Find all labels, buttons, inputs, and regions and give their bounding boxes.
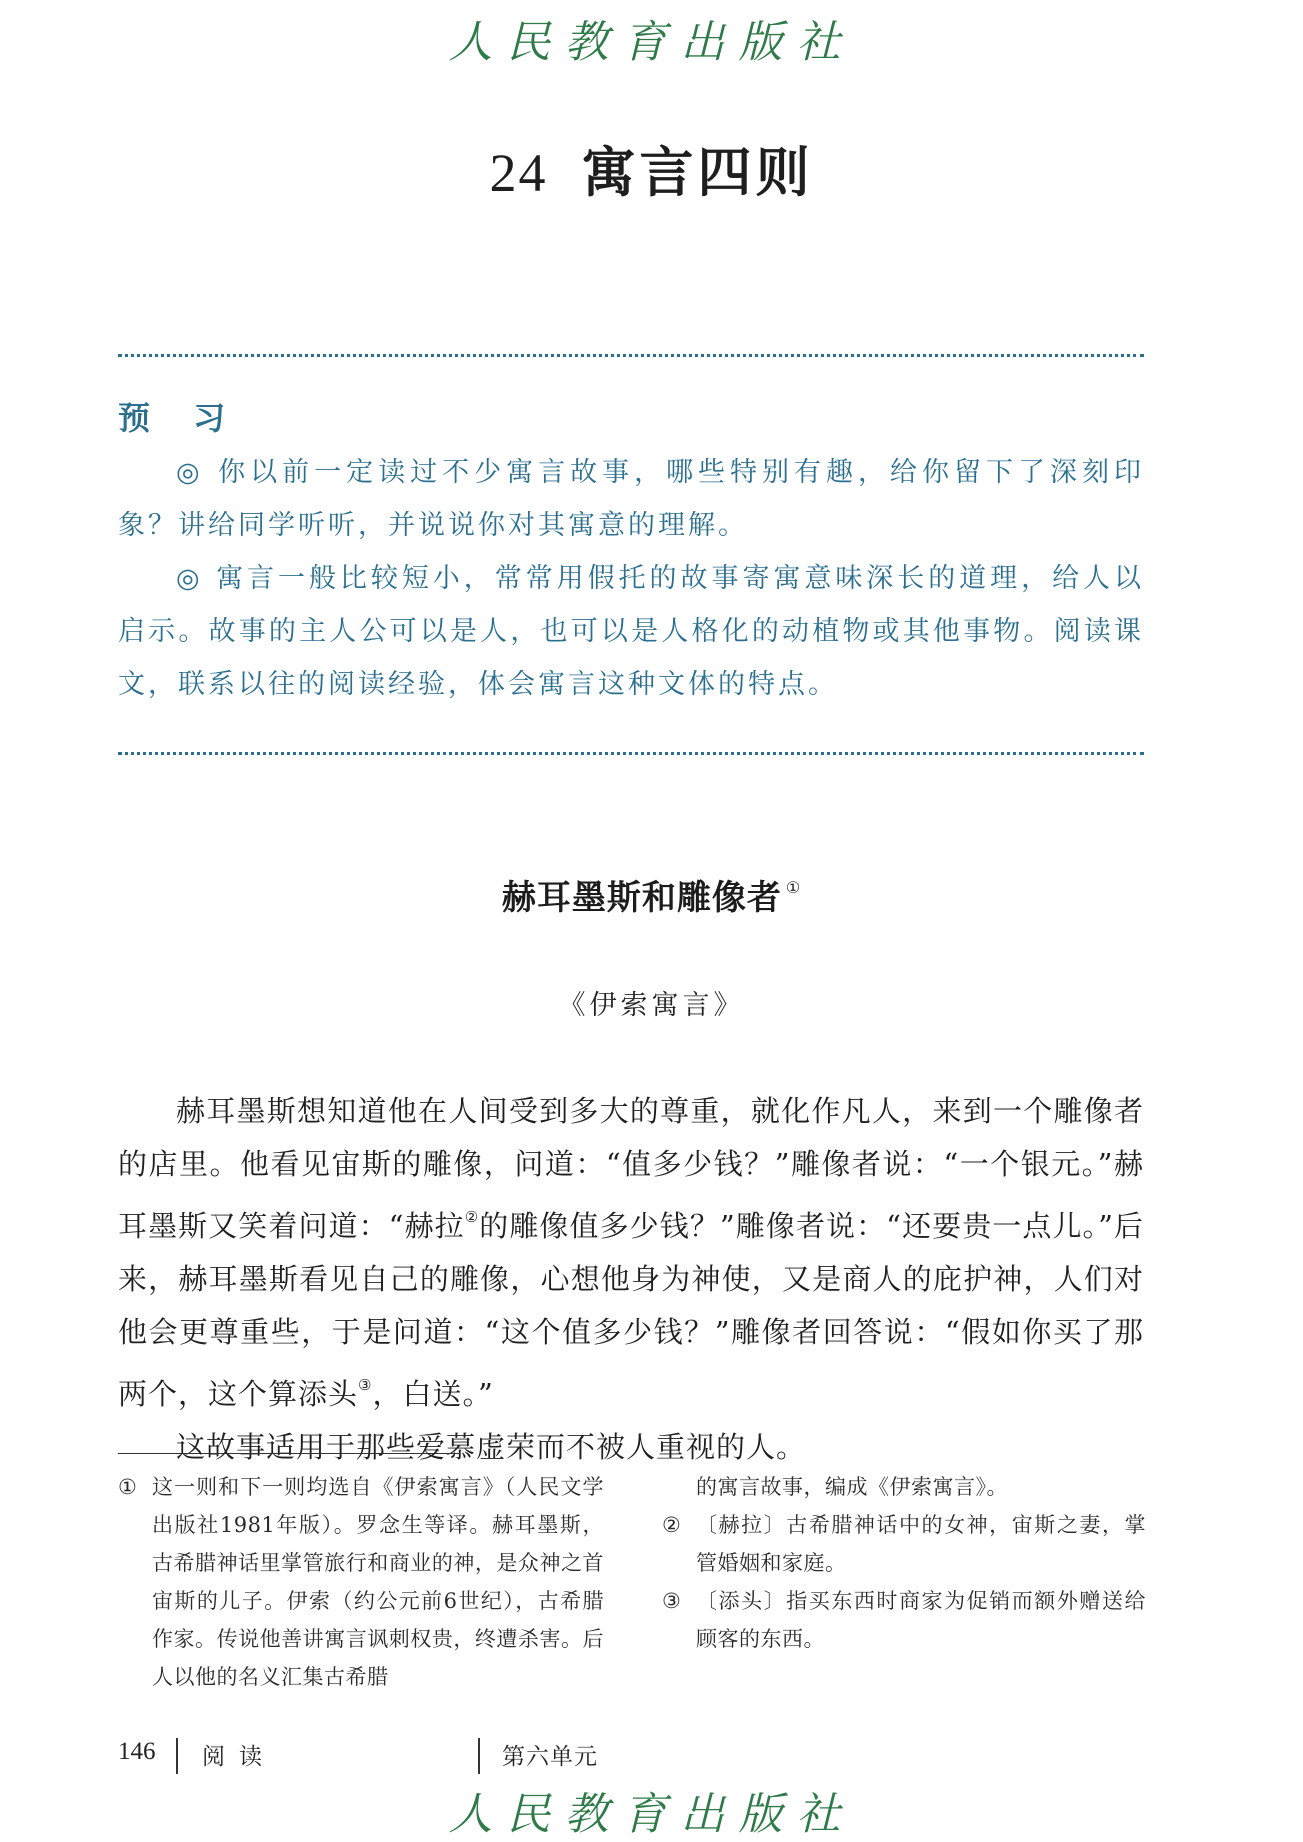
footnote-2-text: 〔赫拉〕古希腊神话中的女神，宙斯之妻，掌管婚姻和家庭。 xyxy=(696,1513,1146,1575)
story-text-part-b: 的雕像值多少钱？”雕像者说：“还要贵一点儿。”后来，赫耳墨斯看见自己的雕像，心想他身为神使，又是商人的庇护神，人们对他会更尊重些，于是问道：“这个值多少钱？”雕像者回答说：“假如你买了那两个，这个算添头 xyxy=(118,1209,1145,1411)
footnote-3-text: 〔添头〕指买东西时商家为促销而额外赠送给顾客的东西。 xyxy=(696,1589,1146,1651)
footnote-2 xyxy=(662,1506,1146,1582)
story-paragraph-1 xyxy=(118,1085,1144,1421)
preview-paragraph-2: ◎ 寓言一般比较短小，常常用假托的故事寄寓意味深长的道理，给人以启示。故事的主人公可以是人，也可以是人格化的动植物或其他事物。阅读课文，联系以往的阅读经验，体会寓言这种文体的特点。 xyxy=(118,563,1144,700)
story-paragraph-2: 这故事适用于那些爱慕虚荣而不被人重视的人。 xyxy=(176,1430,807,1464)
footnote-ref-2: ② xyxy=(464,1208,480,1226)
preview-box xyxy=(118,392,1144,711)
story-title-text: 赫耳墨斯和雕像者 xyxy=(501,878,782,918)
footnote-1 xyxy=(118,1468,604,1696)
story-title xyxy=(0,870,1303,919)
preview-top-divider xyxy=(118,354,1144,357)
lesson-name: 寓言四则 xyxy=(581,141,814,204)
preview-bottom-divider xyxy=(118,752,1144,755)
footnote-3-mark: ③ xyxy=(662,1589,682,1613)
footnote-2-mark: ② xyxy=(662,1513,682,1537)
footnote-rule xyxy=(118,1453,460,1454)
publisher-logo-top: 人民教育出版社 xyxy=(448,17,855,68)
story-body xyxy=(118,1085,1144,1474)
footer-divider-2 xyxy=(478,1738,480,1774)
page-number: 146 xyxy=(118,1738,156,1765)
story-source: 《伊索寓言》 xyxy=(558,990,745,1021)
story-text-part-c: ，白送。” xyxy=(372,1377,494,1411)
preview-heading: 预 习 xyxy=(118,399,242,437)
footnotes-right-column xyxy=(662,1468,1146,1658)
story-text-part-a: 赫耳墨斯想知道他在人间受到多大的尊重，就化作凡人，来到一个雕像者的店里。他看见宙斯的雕像，问道：“值多少钱？”雕像者说：“一个银元。”赫耳墨斯又笑着问道：“赫拉 xyxy=(118,1094,1144,1243)
lesson-title xyxy=(0,130,1303,207)
story-title-footnote-mark: ① xyxy=(785,878,802,897)
lesson-number: 24 xyxy=(489,143,548,203)
footnote-1-continuation: 的寓言故事，编成《伊索寓言》。 xyxy=(696,1475,1008,1499)
publisher-logo-bottom: 人民教育出版社 xyxy=(448,1789,855,1840)
footnotes-left-column xyxy=(118,1468,604,1696)
preview-paragraph-1: ◎ 你以前一定读过不少寓言故事，哪些特别有趣，给你留下了深刻印象？讲给同学听听，并说说你对其寓意的理解。 xyxy=(118,457,1144,541)
footnote-1-text: 这一则和下一则均选自《伊索寓言》（人民文学出版社1981年版）。罗念生等译。赫耳墨斯，古希腊神话里掌管旅行和商业的神，是众神之首宙斯的儿子。伊索（约公元前6世纪），古希腊作家。传说他善讲寓言讽刺权贵，终遭杀害。后人以他的名义汇集古希腊 xyxy=(152,1475,604,1689)
footer-divider-1 xyxy=(176,1738,178,1774)
footnote-ref-3: ③ xyxy=(358,1376,373,1394)
footer-section-label: 阅读 xyxy=(202,1744,276,1770)
footnote-1-mark: ① xyxy=(118,1475,138,1499)
footer-unit-label: 第六单元 xyxy=(502,1744,598,1770)
footnote-3 xyxy=(662,1582,1146,1658)
